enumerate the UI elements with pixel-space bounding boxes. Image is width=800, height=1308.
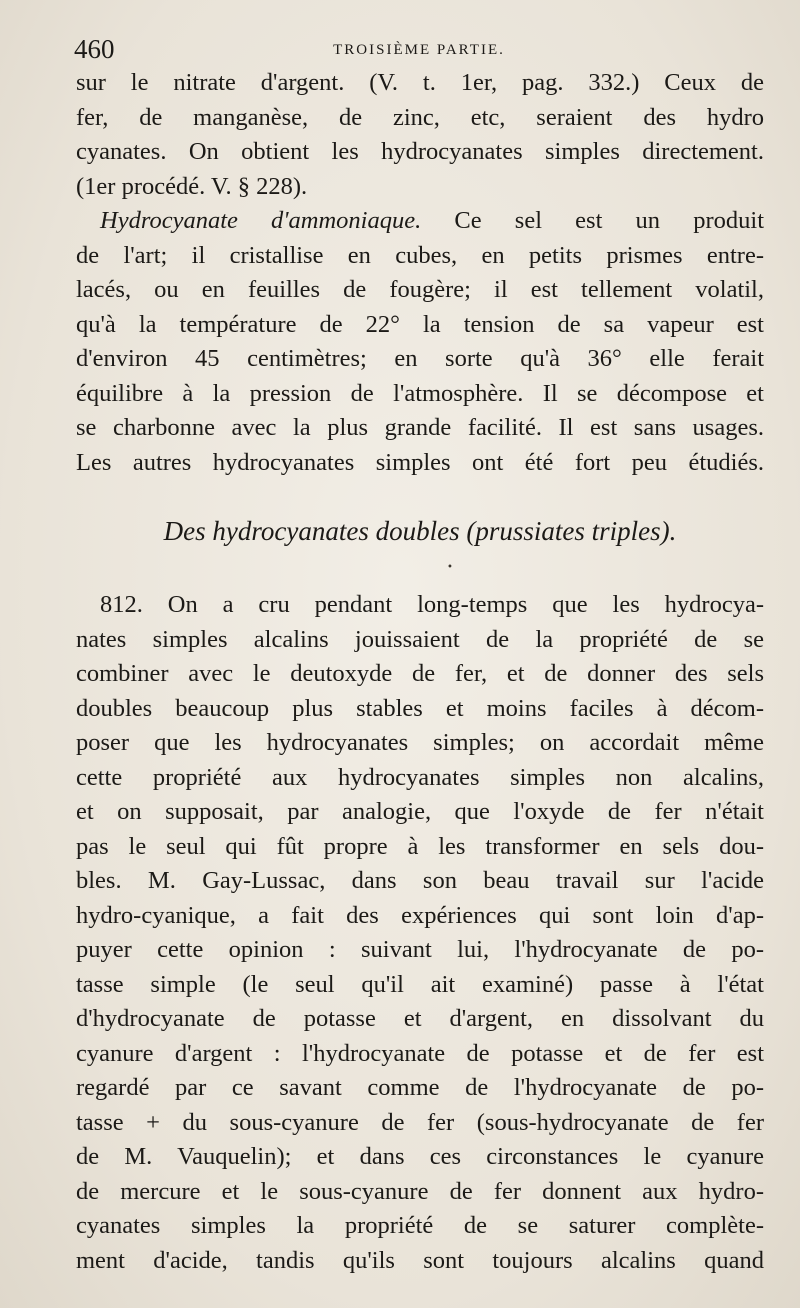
text-line: Les autres hydrocyanates simples ont été fort peu étudiés.	[76, 448, 764, 476]
text-line: fer, de manganèse, de zinc, etc, seraient des hydro	[76, 103, 764, 131]
text-line: poser que les hydrocyanates simples; on accordait même	[76, 729, 764, 756]
text-line: nates simples alcalins jouissaient de la propriété de se	[76, 625, 764, 653]
ornament: •	[447, 562, 453, 573]
text-line: combiner avec le deutoxyde de fer, et de donner des sels	[76, 660, 764, 687]
paragraph-2	[76, 204, 764, 480]
text-line: de M. Vauquelin); et dans ces circonstances le cyanure	[76, 1143, 764, 1170]
paragraph-3	[76, 588, 764, 1278]
text-line: équilibre à la pression de l'atmosphère. Il se décompose et	[76, 379, 764, 407]
text-line	[76, 204, 764, 239]
text-line: hydro-cyanique, a fait des expériences qui sont loin d'ap-	[76, 901, 764, 929]
text-line: d'environ 45 centimètres; en sorte qu'à 36° elle ferait	[76, 345, 764, 372]
text-line: regardé par ce savant comme de l'hydrocyanate de po-	[76, 1074, 764, 1101]
running-head: TROISIÈME PARTIE.	[333, 42, 505, 58]
text-line: cyanure d'argent : l'hydrocyanate de potasse et de fer est	[76, 1039, 764, 1067]
text-line: sur le nitrate d'argent. (V. t. 1er, pag. 332.) Ceux de	[76, 69, 764, 96]
text-line: bles. M. Gay-Lussac, dans son beau travail sur l'acide	[76, 867, 764, 894]
text-line: cette propriété aux hydrocyanates simples non alcalins,	[76, 763, 764, 791]
page-number: 460	[74, 34, 115, 64]
text-line: (1er procédé. V. § 228).	[76, 172, 308, 200]
page-body	[76, 66, 764, 1278]
text-line: se charbonne avec la plus grande facilité. Il est sans usages.	[76, 414, 764, 441]
text-line: doubles beaucoup plus stables et moins faciles à décom-	[76, 694, 764, 722]
text-line: qu'à la température de 22° la tension de sa vapeur est	[76, 310, 764, 338]
text-line: cyanates. On obtient les hydrocyanates simples directement.	[76, 138, 764, 165]
text-line: ment d'acide, tandis qu'ils sont toujours alcalins quand	[76, 1246, 764, 1274]
paragraph-lead: Hydrocyanate d'ammoniaque.	[100, 207, 422, 234]
text-line: de mercure et le sous-cyanure de fer donnent aux hydro-	[76, 1177, 764, 1205]
text-line: d'hydrocyanate de potasse et d'argent, en dissolvant du	[76, 1005, 764, 1032]
text-line: tasse + du sous-cyanure de fer (sous-hydrocyanate de fer	[76, 1108, 764, 1136]
text-line: puyer cette opinion : suivant lui, l'hydrocyanate de po-	[76, 936, 764, 963]
text-line: 812. On a cru pendant long-temps que les hydrocya-	[100, 591, 764, 618]
text-line: et on supposait, par analogie, que l'oxyde de fer n'était	[76, 798, 764, 825]
paragraph-1	[76, 66, 764, 204]
text-line: de l'art; il cristallise en cubes, en petits prismes entre-	[76, 241, 764, 269]
section-title: Des hydrocyanates doubles (prussiates triples).	[163, 516, 677, 546]
text-line: lacés, ou en feuilles de fougère; il est tellement volatil,	[76, 276, 764, 303]
text-line-rest: Ce sel est un produit	[454, 207, 765, 234]
text-line: pas le seul qui fût propre à les transformer en sels dou-	[76, 832, 764, 860]
text-line: tasse simple (le seul qu'il ait examiné) passe à l'état	[76, 970, 764, 998]
text-line: cyanates simples la propriété de se saturer complète-	[76, 1212, 764, 1239]
page-header	[74, 34, 764, 66]
spacer	[76, 480, 764, 514]
